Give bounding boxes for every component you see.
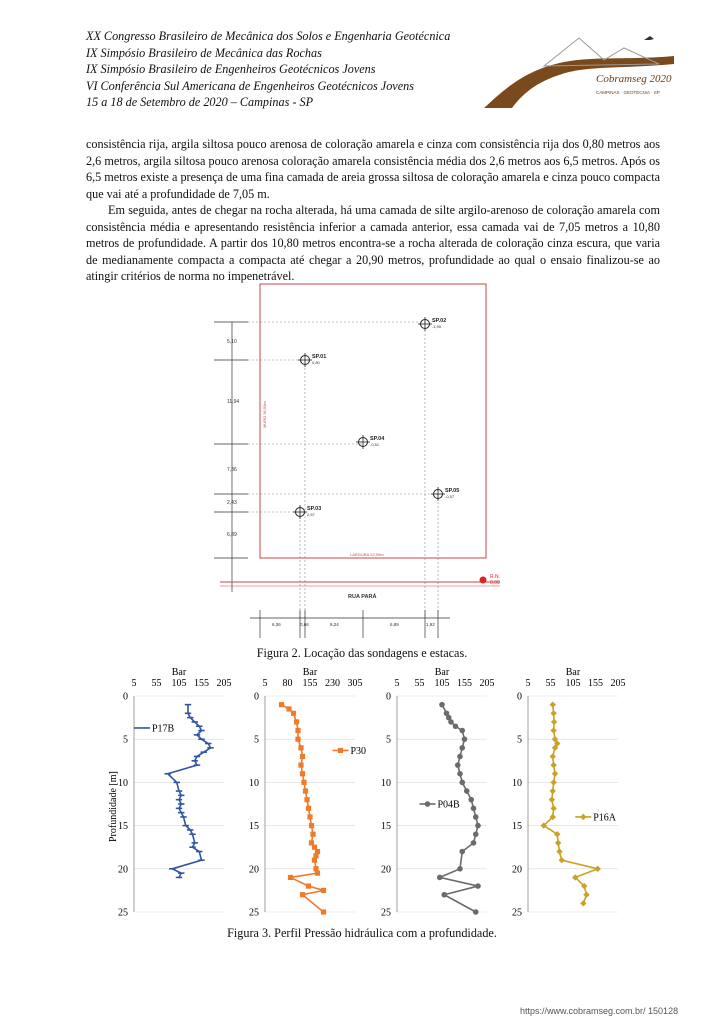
y-tick-label: 25 xyxy=(118,907,128,919)
x-tick-label: 55 xyxy=(414,678,425,689)
rn-value: 0,00 xyxy=(490,580,500,586)
y-tick-label: 25 xyxy=(381,907,391,919)
location-map xyxy=(200,278,510,640)
data-point xyxy=(459,745,465,751)
data-point xyxy=(473,814,479,820)
data-point xyxy=(288,875,293,880)
data-point xyxy=(304,797,309,802)
data-point xyxy=(315,871,320,876)
sp-03-marker xyxy=(293,505,321,519)
y-tick-label: 0 xyxy=(254,691,259,703)
y-tick-label: 0 xyxy=(386,691,391,703)
y-tick-label: 15 xyxy=(118,821,128,833)
data-point xyxy=(294,719,299,724)
data-point xyxy=(298,763,303,768)
series-line xyxy=(282,705,324,912)
x-axis-title: Bar xyxy=(565,667,581,678)
data-point xyxy=(295,737,300,742)
legend-marker xyxy=(338,748,343,753)
y-tick-label: 15 xyxy=(249,821,259,833)
sp-elev: -0,51 xyxy=(370,442,380,447)
x-tick-label: 205 xyxy=(216,678,232,689)
data-point xyxy=(457,754,463,760)
data-point xyxy=(551,719,557,725)
data-point xyxy=(291,711,296,716)
sp-label: SP.02 xyxy=(432,318,447,324)
left-dim: 6,89 xyxy=(227,532,237,538)
legend-label: P17B xyxy=(152,723,175,735)
header-line: 15 a 18 de Setembro de 2020 – Campinas - SP xyxy=(86,95,314,109)
data-point xyxy=(300,892,305,897)
data-point xyxy=(549,796,555,802)
sp-elev: 2,57 xyxy=(307,512,315,517)
rn-marker-icon xyxy=(480,577,487,584)
bottom-dim: 6,89 xyxy=(390,622,399,627)
data-point xyxy=(583,892,589,898)
sp-label: SP.03 xyxy=(307,506,322,512)
bottom-dim: 0,66 xyxy=(300,622,309,627)
data-point xyxy=(312,858,317,863)
data-point xyxy=(550,701,556,707)
lot-boundary xyxy=(260,284,486,558)
body-text xyxy=(86,136,660,285)
y-tick-label: 0 xyxy=(517,691,522,703)
x-tick-label: 55 xyxy=(151,678,162,689)
footer-url: https://www.cobramseg.com.br/ 150128 xyxy=(520,1006,679,1016)
header-line: XX Congresso Brasileiro de Mecânica dos Solos e Engenharia Geotécnica xyxy=(86,29,451,43)
y-tick-label: 10 xyxy=(512,777,522,789)
x-tick-label: 155 xyxy=(194,678,209,689)
rn-label: R.N. xyxy=(490,574,500,580)
data-point xyxy=(457,771,463,777)
bottom-dim: 6,36 xyxy=(272,622,281,627)
sp-04-marker xyxy=(356,435,385,449)
data-point xyxy=(459,780,465,786)
x-axis-title: Bar xyxy=(171,667,187,678)
data-point xyxy=(298,745,303,750)
x-tick-label: 5 xyxy=(525,678,531,689)
data-point xyxy=(457,866,463,872)
data-point xyxy=(471,840,477,846)
data-point xyxy=(300,754,305,759)
data-point xyxy=(550,753,556,759)
data-point xyxy=(303,788,308,793)
data-point xyxy=(439,702,445,708)
y-tick-label: 10 xyxy=(118,777,128,789)
left-dim: 2,43 xyxy=(227,500,237,506)
y-tick-label: 5 xyxy=(386,734,391,746)
sp-elev: 0,80 xyxy=(312,360,320,365)
x-axis-title: Bar xyxy=(302,667,318,678)
data-point xyxy=(301,780,306,785)
y-tick-label: 5 xyxy=(123,734,128,746)
data-point xyxy=(550,788,556,794)
sp-elev: -0,57 xyxy=(445,494,455,499)
data-point xyxy=(462,736,468,742)
pressure-profiles xyxy=(100,662,660,926)
y-tick-label: 10 xyxy=(249,777,259,789)
data-point xyxy=(550,727,556,733)
data-point xyxy=(556,848,562,854)
header-line: VI Conferência Sul Americana de Engenheiros Geotécnicos Jovens xyxy=(86,78,414,93)
data-point xyxy=(437,875,443,881)
y-tick-label: 25 xyxy=(512,907,522,919)
x-tick-label: 80 xyxy=(282,678,293,689)
data-point xyxy=(455,762,461,768)
paragraph: Em seguida, antes de chegar na rocha alterada, há uma camada de silte argilo-arenoso de coloração amarela com consistência média e apresentando resistência inferior a camada anterior, essa camada vai de 7,05 metros a 10,80 metros de profundidade. A partir dos 10,80 metros encontra-se a rocha alterada de coloração cinza escura, que varia de medianamente compacta a compacta até chegar a 20,90 metros, profundidade ao qual o ensaio finalizou-se ao atingir critérios de norma no impenetrável. xyxy=(86,203,660,283)
data-point xyxy=(459,728,465,734)
header-line: IX Simpósio Brasileiro de Engenheiros Geotécnicos Jovens xyxy=(86,62,376,76)
data-point xyxy=(595,866,601,872)
conference-header xyxy=(86,28,450,111)
bottom-dimension-ticks xyxy=(260,610,438,638)
left-dim: 7,36 xyxy=(227,467,237,473)
data-point xyxy=(555,840,561,846)
y-tick-label: 20 xyxy=(512,864,522,876)
data-point xyxy=(321,909,326,914)
y-tick-label: 25 xyxy=(249,907,259,919)
paragraph: consistência rija, argila siltosa pouco arenosa de coloração amarela e cinza com consistência rija dos 0,80 metros aos 2,6 metros, argila siltosa pouco arenosa coloração amarela consistência média dos 2,6 metros aos 6,5 metros. Após os 6,5 metros existe a presença de uma fina camada de areia grossa siltosa de coloração amarela e cinza pouco compacta que vai até a profundidade de 7,05 m. xyxy=(86,137,660,201)
x-tick-label: 205 xyxy=(610,678,626,689)
x-axis-title: Bar xyxy=(434,667,450,678)
left-dim: 5,10 xyxy=(227,339,237,345)
data-point xyxy=(459,849,465,855)
y-tick-label: 20 xyxy=(381,864,391,876)
x-tick-label: 205 xyxy=(479,678,495,689)
legend-label: P04B xyxy=(437,799,460,811)
data-point xyxy=(468,797,474,803)
sp-label: SP.01 xyxy=(312,354,327,360)
data-point xyxy=(580,900,586,906)
x-tick-label: 155 xyxy=(457,678,472,689)
data-point xyxy=(309,823,314,828)
data-point xyxy=(475,823,481,829)
data-point xyxy=(473,909,479,915)
guide-lines xyxy=(248,322,438,618)
data-point xyxy=(307,814,312,819)
data-point xyxy=(295,728,300,733)
bottom-label: LARGURA 22,00m xyxy=(350,552,384,557)
data-point xyxy=(550,805,556,811)
cobramseg-logo xyxy=(484,30,674,108)
y-tick-label: 15 xyxy=(512,821,522,833)
sp-label: SP.04 xyxy=(370,436,385,442)
sp-02-marker xyxy=(418,317,446,331)
data-point xyxy=(306,806,311,811)
legend-marker xyxy=(425,801,431,807)
x-tick-label: 55 xyxy=(545,678,556,689)
left-dim: 11,94 xyxy=(227,399,240,405)
data-point xyxy=(550,779,556,785)
legend-label: P30 xyxy=(350,745,367,757)
x-tick-label: 155 xyxy=(588,678,603,689)
data-point xyxy=(550,762,556,768)
data-point xyxy=(306,883,311,888)
x-tick-label: 5 xyxy=(394,678,400,689)
sp-05-marker xyxy=(431,487,459,501)
x-tick-label: 155 xyxy=(302,678,318,689)
data-point xyxy=(448,719,454,725)
figure3-caption: Figura 3. Perfil Pressão hidráulica com a profundidade. xyxy=(227,926,497,940)
data-point xyxy=(550,710,556,716)
logo-subtext: CAMPINAS · GEOTECNIA · SP xyxy=(596,90,660,95)
y-axis-title: Profundidade [m] xyxy=(108,771,119,842)
x-tick-label: 5 xyxy=(131,678,137,689)
y-tick-label: 15 xyxy=(381,821,391,833)
data-point xyxy=(475,883,481,889)
x-tick-label: 105 xyxy=(171,678,187,689)
x-tick-label: 105 xyxy=(434,678,450,689)
legend-marker xyxy=(580,814,586,820)
sp-01-marker xyxy=(298,353,326,367)
y-tick-label: 5 xyxy=(517,734,522,746)
x-tick-label: 105 xyxy=(565,678,581,689)
x-tick-label: 230 xyxy=(325,678,340,689)
header-line: IX Simpósio Brasileiro de Mecânica das Rochas xyxy=(86,45,322,60)
data-point xyxy=(310,832,315,837)
y-tick-label: 20 xyxy=(249,864,259,876)
side-label: MURO 36,50m xyxy=(262,401,267,428)
data-point xyxy=(473,831,479,837)
data-point xyxy=(464,788,470,794)
street-name: RUA PARÁ xyxy=(348,594,377,600)
y-tick-label: 10 xyxy=(381,777,391,789)
bottom-dim: 1,92 xyxy=(426,622,435,627)
bottom-dim: 8,24 xyxy=(330,622,339,627)
figure2-caption: Figura 2. Locação das sondagens e estacas. xyxy=(256,646,468,660)
sp-elev: -1,95 xyxy=(432,324,442,329)
y-tick-label: 20 xyxy=(118,864,128,876)
data-point xyxy=(453,723,459,729)
sp-label: SP.05 xyxy=(445,488,460,494)
left-dimension-ticks xyxy=(214,322,248,558)
data-point xyxy=(471,806,477,812)
data-point xyxy=(300,771,305,776)
data-point xyxy=(441,892,447,898)
x-tick-label: 305 xyxy=(347,678,363,689)
y-tick-label: 0 xyxy=(123,691,128,703)
x-tick-label: 5 xyxy=(262,678,268,689)
data-point xyxy=(321,888,326,893)
data-point xyxy=(559,857,565,863)
legend-label: P16A xyxy=(593,812,617,824)
data-point xyxy=(279,702,284,707)
logo-text: Cobramseg 2020 xyxy=(596,73,672,85)
series-line xyxy=(544,705,598,904)
data-point xyxy=(552,771,558,777)
y-tick-label: 5 xyxy=(254,734,259,746)
data-point xyxy=(286,706,291,711)
logo-bird-icon xyxy=(644,36,654,40)
